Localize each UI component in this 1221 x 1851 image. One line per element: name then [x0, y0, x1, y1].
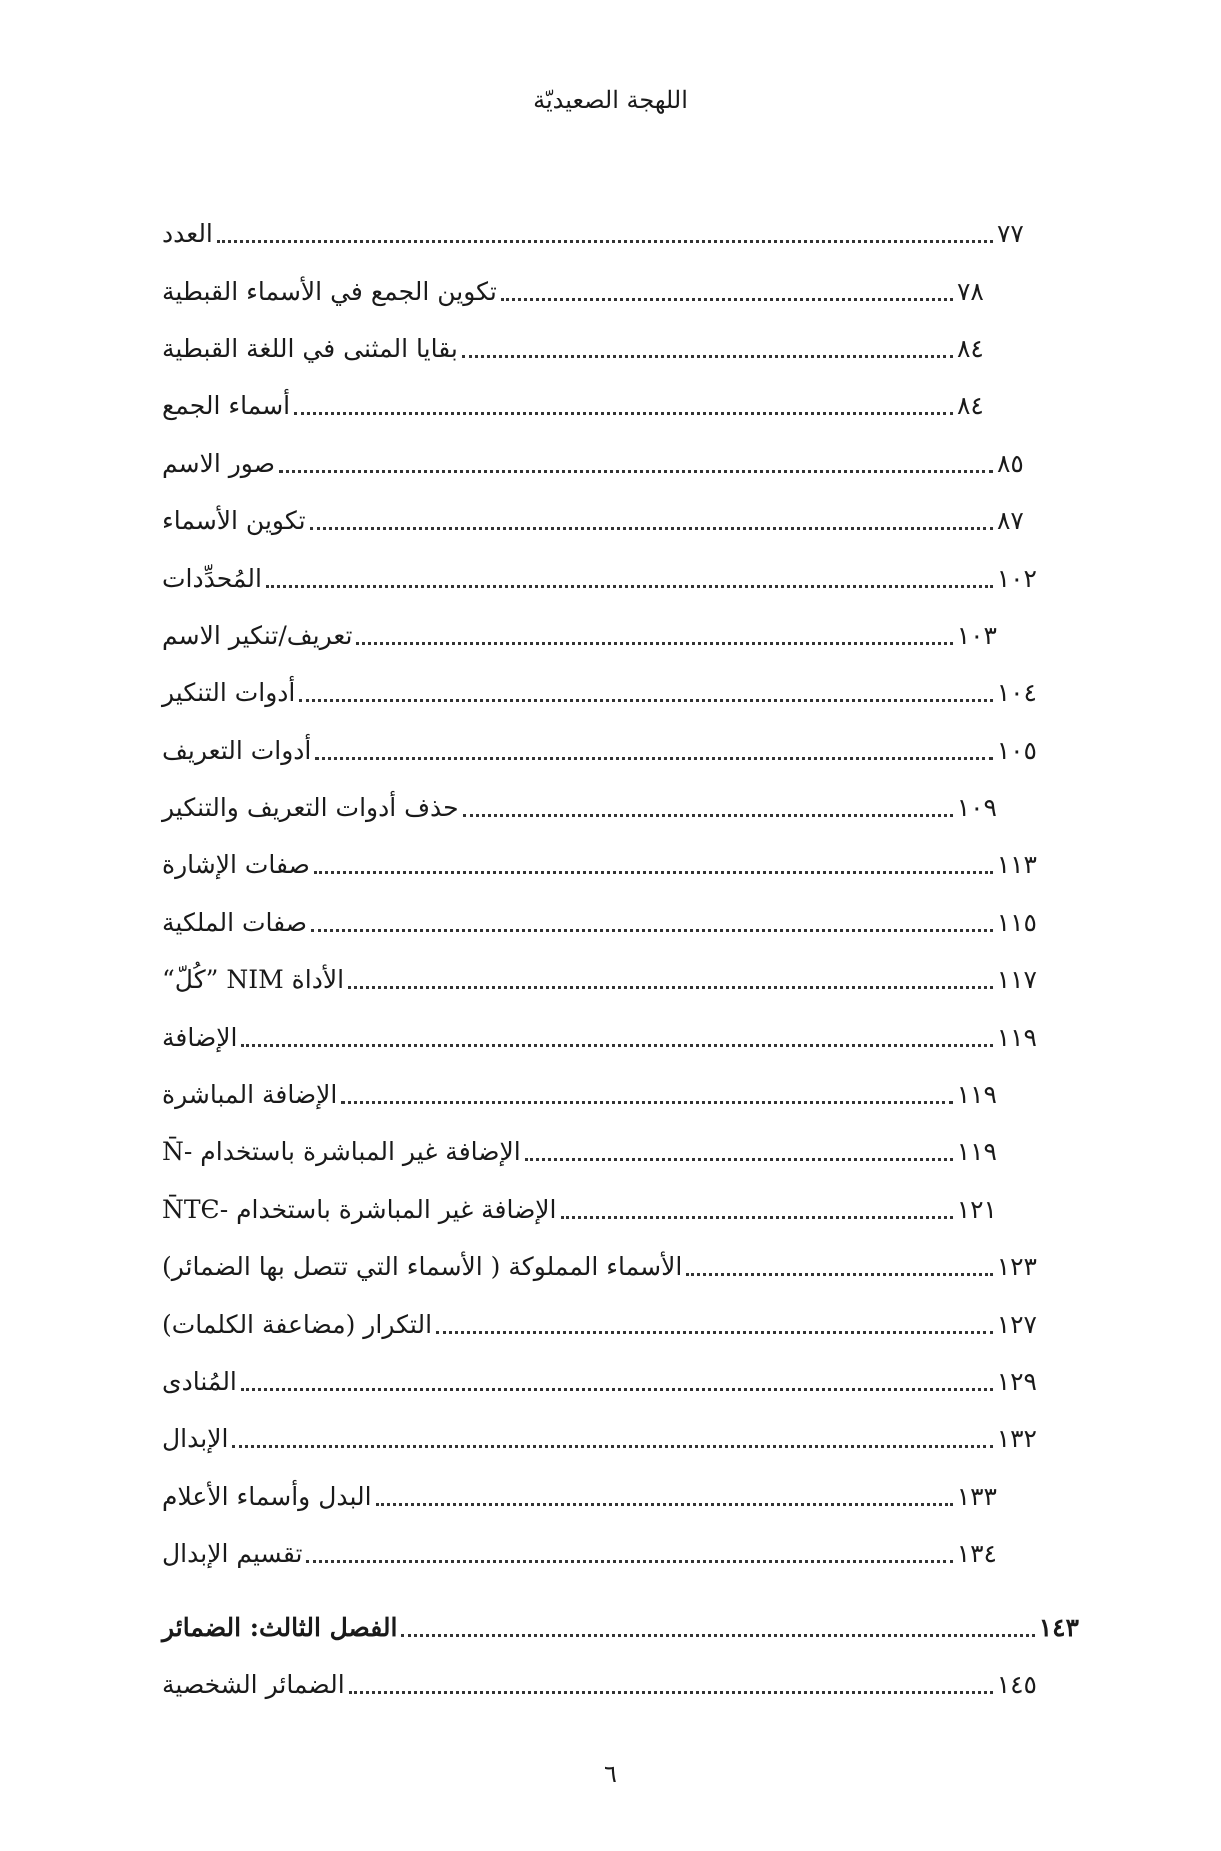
toc-entry — [162, 549, 1037, 606]
toc-entry-page: ١٠٣ — [956, 620, 997, 650]
toc-entry-title: العدد — [162, 219, 213, 249]
toc-entry — [162, 1525, 1037, 1582]
toc-entry — [162, 262, 1037, 319]
dot-leader — [436, 1331, 993, 1334]
toc-entry-title: المُنادى — [162, 1367, 237, 1396]
toc-entry-page: ١٠٩ — [956, 793, 997, 823]
dot-leader — [310, 527, 993, 530]
dot-leader — [217, 240, 993, 243]
dot-leader — [241, 1388, 993, 1391]
toc-entry-title: تعريف/تنكير الاسم — [162, 620, 353, 650]
dot-leader — [266, 585, 993, 588]
toc-entry-page: ٨٤ — [957, 333, 984, 363]
toc-entry-page: ١٠٥ — [996, 735, 1037, 765]
toc-entry-page: ١٠٢ — [996, 563, 1037, 593]
toc-entry-page: ١١٥ — [996, 907, 1037, 937]
toc-entry — [162, 320, 1037, 377]
toc-entry-page: ١١٩ — [956, 1080, 997, 1110]
dot-leader — [462, 355, 953, 358]
dot-leader — [561, 1216, 953, 1219]
toc-entry-title: الإضافة — [162, 1022, 238, 1052]
toc-entry-title: الفصل الثالث: الضمائر — [162, 1612, 398, 1642]
toc-entry-page: ٨٥ — [997, 448, 1024, 478]
toc-entry — [162, 894, 1037, 951]
toc-entry-page: ١٤٥ — [996, 1669, 1037, 1699]
running-header: اللهجة الصعيديّة — [533, 86, 688, 114]
toc-chapter-entry — [162, 1598, 1079, 1655]
toc-entry-page: ٨٤ — [957, 391, 984, 421]
toc-entry — [162, 205, 1037, 262]
toc-entry — [162, 377, 1037, 434]
dot-leader — [348, 986, 993, 989]
toc-entry — [162, 1123, 1037, 1180]
toc-entry-title: بقايا المثنى في اللغة القبطية — [162, 333, 458, 363]
toc-entry-title: حذف أدوات التعريف والتنكير — [162, 793, 459, 823]
toc-entry — [162, 1066, 1037, 1123]
dot-leader — [401, 1634, 1034, 1637]
toc-entry-title: تكوين الأسماء — [162, 506, 306, 536]
toc-entry-title: الأسماء المملوكة ( الأسماء التي تتصل بها الضمائر) — [162, 1252, 683, 1282]
toc-entry — [162, 1238, 1037, 1295]
toc-entry — [162, 779, 1037, 836]
dot-leader — [241, 1044, 992, 1047]
toc-entry — [162, 836, 1037, 893]
dot-leader — [314, 871, 993, 874]
toc-entry-title: أدوات التعريف — [162, 735, 312, 765]
toc-entry-title: البدل وأسماء الأعلام — [162, 1481, 372, 1511]
toc-entry-page: ١٠٤ — [996, 678, 1037, 708]
toc-entry-title: أدوات التنكير — [162, 678, 296, 708]
toc-entry-page: ٧٨ — [957, 276, 984, 306]
dot-leader — [525, 1158, 953, 1161]
dot-leader — [306, 1560, 952, 1563]
dot-leader — [311, 929, 993, 932]
toc-entry — [162, 1656, 1037, 1713]
toc-entry-title: الإضافة غير المباشرة باستخدام -N̄ — [162, 1137, 521, 1167]
toc-entry — [162, 1410, 1037, 1467]
dot-leader — [376, 1503, 953, 1506]
toc-entry — [162, 722, 1037, 779]
dot-leader — [356, 642, 952, 645]
toc-entry — [162, 1468, 1037, 1525]
toc-entry — [162, 1295, 1037, 1352]
toc-entry-title: الإضافة غير المباشرة باستخدام -N̄TЄ — [162, 1194, 557, 1224]
toc-entry — [162, 664, 1037, 721]
dot-leader — [294, 412, 953, 415]
toc-entry — [162, 1008, 1037, 1065]
dot-leader — [279, 470, 993, 473]
dot-leader — [501, 298, 953, 301]
toc-entry — [162, 607, 1037, 664]
toc-entry-title: الإبدال — [162, 1424, 229, 1454]
toc-entry-title: الأداة NIM ”كُلّ“ — [162, 965, 345, 995]
toc-entry-title: الضمائر الشخصية — [162, 1669, 345, 1699]
toc-entry-page: ١٢٣ — [996, 1252, 1037, 1282]
dot-leader — [463, 814, 953, 817]
dot-leader — [341, 1101, 952, 1104]
toc-entry-page: ١٢٩ — [996, 1367, 1037, 1396]
dot-leader — [299, 699, 992, 702]
dot-leader — [686, 1273, 992, 1276]
toc-entry-page: ١٢١ — [956, 1194, 997, 1224]
dot-leader — [232, 1445, 992, 1448]
toc-entry-title: صور الاسم — [162, 448, 275, 478]
dot-leader — [349, 1691, 993, 1694]
toc-entry-page: ١٤٣ — [1038, 1612, 1079, 1642]
toc-entry — [162, 951, 1037, 1008]
toc-entry-page: ١٢٧ — [996, 1309, 1037, 1339]
toc-entry-title: صفات الإشارة — [162, 850, 310, 880]
toc-entry-page: ١١٩ — [956, 1137, 997, 1167]
toc-entry-title: المُحدِّدات — [162, 563, 262, 593]
toc-entry — [162, 1181, 1037, 1238]
toc-entry-title: أسماء الجمع — [162, 391, 291, 421]
toc-entry-title: تكوين الجمع في الأسماء القبطية — [162, 276, 497, 306]
toc-entry — [162, 1353, 1037, 1410]
toc-entry — [162, 435, 1037, 492]
toc-entry-page: ١١٧ — [996, 965, 1037, 995]
toc-entry-page: ١١٩ — [996, 1022, 1037, 1052]
toc-entry-title: تقسيم الإبدال — [162, 1539, 303, 1569]
dot-leader — [315, 757, 992, 760]
toc-entry-title: التكرار (مضاعفة الكلمات) — [162, 1309, 433, 1339]
page-number: ٦ — [604, 1760, 617, 1788]
toc-entry-page: ١٣٤ — [956, 1539, 997, 1569]
toc-entry — [162, 492, 1037, 549]
toc-entry-page: ١٣٣ — [956, 1481, 997, 1511]
toc-entry-title: صفات الملكية — [162, 907, 308, 937]
toc-entry-page: ١٣٢ — [996, 1424, 1037, 1454]
toc-entry-page: ١١٣ — [996, 850, 1037, 880]
toc-entry-page: ٨٧ — [997, 506, 1024, 536]
table-of-contents — [162, 205, 1079, 1713]
toc-entry-title: الإضافة المباشرة — [162, 1080, 338, 1110]
toc-entry-page: ٧٧ — [997, 219, 1024, 249]
